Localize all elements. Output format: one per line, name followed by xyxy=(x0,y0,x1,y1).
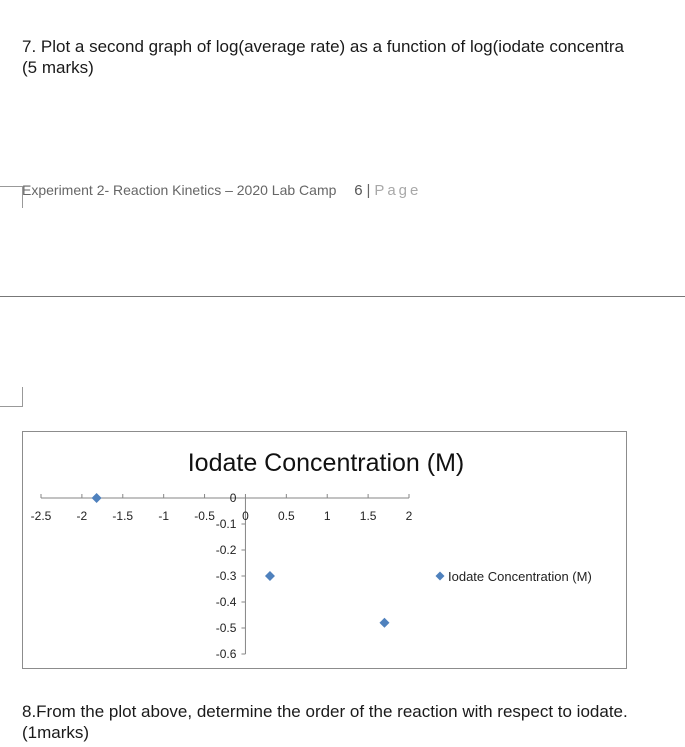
legend-label: Iodate Concentration (M) xyxy=(448,569,592,584)
question-7-line-1: 7. Plot a second graph of log(average rate) as a function of log(iodate concentra xyxy=(22,37,624,56)
x-tick-label: 0.5 xyxy=(277,509,295,523)
y-tick-label: -0.1 xyxy=(215,517,237,531)
question-7-line-2: (5 marks) xyxy=(22,58,94,77)
crop-mark-top-horizontal xyxy=(0,406,23,407)
x-tick-label: -2 xyxy=(76,509,88,523)
question-8-text xyxy=(22,701,628,743)
chart-title: Iodate Concentration (M) xyxy=(187,449,465,477)
x-tick-label: 0 xyxy=(242,509,249,523)
footer-text: Experiment 2- Reaction Kinetics – 2020 Lab Camp xyxy=(22,182,337,198)
legend-marker xyxy=(436,572,445,581)
crop-mark-top-vertical xyxy=(22,387,23,407)
page-break-divider xyxy=(0,296,685,297)
x-tick-label: 1.5 xyxy=(359,509,377,523)
question-8-line-1: 8.From the plot above, determine the order of the reaction with respect to iodate. xyxy=(22,702,628,721)
page-footer xyxy=(22,182,421,199)
data-point-marker xyxy=(379,618,389,628)
x-tick-label: -2.5 xyxy=(30,509,52,523)
question-8-line-2: (1marks) xyxy=(22,723,90,742)
x-tick-label: 2 xyxy=(405,509,413,523)
y-tick-label: -0.2 xyxy=(215,543,237,557)
page-number: 6 xyxy=(354,182,363,199)
y-tick-label: -0.4 xyxy=(215,595,237,609)
x-tick-label: -1 xyxy=(158,509,170,523)
x-tick-label: 1 xyxy=(323,509,331,523)
page-separator: | xyxy=(366,182,371,199)
page-word: Page xyxy=(374,182,422,199)
y-tick-label: -0.5 xyxy=(215,621,237,635)
question-7-text xyxy=(22,36,624,78)
y-tick-label: 0 xyxy=(229,491,237,505)
y-tick-label: -0.3 xyxy=(215,569,237,583)
x-tick-label: -0.5 xyxy=(194,509,215,523)
x-tick-label: -1.5 xyxy=(112,509,134,523)
chart-container[interactable] xyxy=(22,431,627,669)
data-point-marker xyxy=(92,493,102,503)
data-point-marker xyxy=(265,571,275,581)
y-tick-label: -0.6 xyxy=(215,647,237,661)
crop-mark-horizontal xyxy=(0,186,22,187)
scatter-chart xyxy=(23,432,628,670)
